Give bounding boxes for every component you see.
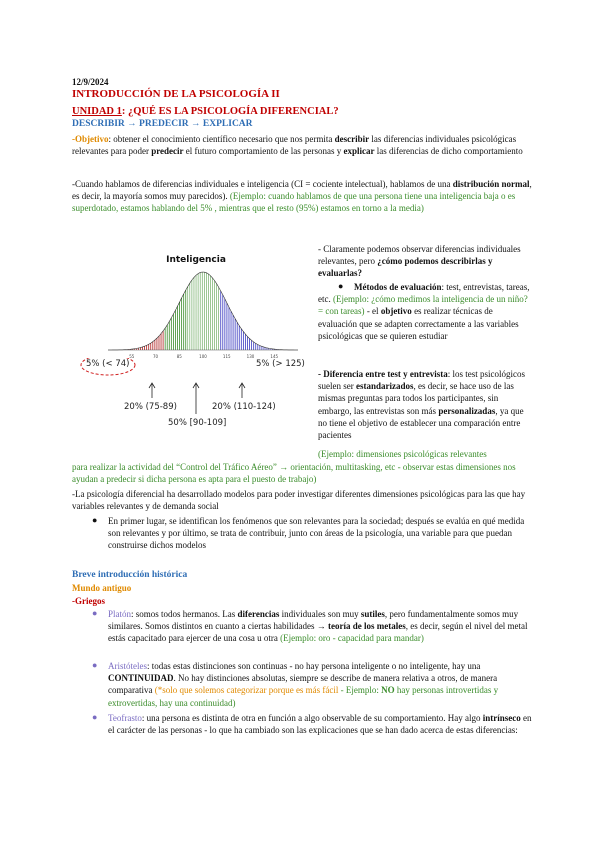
platon-text: : somos todos hermanos. Las	[131, 609, 238, 619]
methods-bold: Métodos de evaluación	[354, 282, 442, 292]
aristoteles-text: . No hay distinciones absolutas, siempre se describe de manera relativa a otros, de manera comparativa	[108, 673, 498, 696]
unit-heading	[72, 106, 339, 117]
objective-paragraph	[72, 133, 530, 157]
chart-svg	[78, 250, 308, 360]
platon-text: , pero fundamentalmente somos muy similares. Somos distintos en cuanto a ciertas habilidades →	[108, 609, 519, 632]
teofrasto-paragraph	[108, 712, 532, 736]
methods-example: (Ejemplo: ¿cómo medimos la inteligencia de un niño? = con tareas)	[318, 294, 528, 317]
platon-bold: teoría de los metales	[327, 621, 406, 632]
aristoteles-paragraph	[108, 660, 532, 709]
traffic-example: para realizar la actividad del “Control del Tráfico Aéreo” → orientación, multitasking, etc - observar estas dimensiones nos ayudan a predecir si dicha persona es apta para el puesto de trabajo)	[72, 462, 516, 485]
objective-bold: describir	[334, 134, 370, 144]
platon-bold: sutiles	[360, 609, 385, 619]
methods-bold: objetivo	[380, 306, 412, 317]
tvi-text: , ya que no tiene el objetivo de establecer una comparación entre pacientes	[318, 405, 524, 441]
intelligence-chart	[78, 250, 308, 460]
document-title: INTRODUCCIÓN DE LA PSICOLOGÍA II	[72, 88, 280, 100]
intel-bold: distribución normal	[452, 179, 530, 189]
methods-text: - el	[364, 306, 381, 317]
evaluation-text: - Claramente podemos observar diferencias individuales relevantes, pero	[318, 244, 521, 267]
intelligence-paragraph	[72, 178, 532, 215]
methods-bullet	[318, 281, 532, 342]
label-50: 50% [90-109]	[168, 418, 227, 428]
world-heading: Mundo antiguo	[72, 583, 132, 593]
platon-text: , es decir, según el nivel del metal estás capacitado para ejercer de una cosa u otra	[108, 621, 528, 644]
tvi-text: : los test psicológicos suelen ser	[318, 369, 525, 392]
objective-text: el futuro comportamiento de las personas y	[183, 146, 344, 157]
x-tick-label: 115	[222, 354, 231, 359]
objective-bold: explicar	[343, 146, 375, 157]
bullet: ●	[92, 712, 98, 722]
bullet: ●	[92, 660, 98, 670]
tvi-bold: - Diferencia entre test y entrevista	[318, 369, 448, 379]
platon-paragraph	[108, 608, 532, 645]
evaluation-question	[318, 243, 530, 280]
chart-title: Inteligencia	[166, 255, 226, 265]
intel-example: (Ejemplo: cuando hablamos de que una persona tiene una inteligencia baja o es superdotado, estamos hablando del 5% , mientras que el resto (95%) estamos en torno a la media)	[72, 191, 516, 214]
bullet: ●	[92, 608, 98, 618]
intel-text: , es decir, la mayoría somos muy parecidos).	[72, 179, 532, 202]
aristoteles-example-bold: NO	[381, 685, 395, 696]
bullet: ●	[338, 281, 344, 291]
teofrasto-name: Teofrasto	[108, 713, 142, 723]
label-20-high: 20% (110-124)	[212, 402, 276, 412]
unit-question: : ¿QUÉ ES LA PSICOLOGÍA DIFERENCIAL?	[121, 106, 339, 117]
aristoteles-text: : todas estas distinciones son continuas - no hay persona inteligente o no inteligente, hay una	[147, 661, 481, 671]
aristoteles-bold: CONTINUIDAD	[108, 673, 174, 684]
methods-text: : test, entrevistas, tareas, etc.	[318, 282, 530, 305]
greeks-heading: -Griegos	[72, 596, 105, 606]
platon-name: Platón	[108, 609, 132, 619]
tvi-example: (Ejemplo: dimensiones psicológicas relevantes	[318, 449, 487, 459]
methods-text: es realizar técnicas de evaluación que se adapten correctamente a las variables psicológicas que se quieren estudiar	[318, 306, 519, 341]
objective-text: las diferencias de dicho comportamiento	[374, 146, 523, 157]
test-vs-interview	[318, 368, 532, 441]
date: 12/9/2024	[72, 77, 109, 87]
teofrasto-text: en el carácter de las personas - lo que ha cambiado son las explicaciones que se han dado acerca de estas diferencias:	[108, 713, 532, 736]
models-bullet: En primer lugar, se identifican los fenómenos que son relevantes para la sociedad; después se evalúa en qué medida son relevantes y por último, se trata de contribuir, junto con áreas de la psicología, una variable para que puedan construirse dichos modelos	[108, 516, 525, 551]
label-high-5: 5% (> 125)	[256, 359, 305, 369]
x-tick-label: 130	[246, 354, 255, 359]
x-tick-label: 145	[270, 354, 279, 359]
x-tick-label: 55	[129, 354, 135, 359]
label-low-5: 5% (< 74)	[86, 359, 130, 369]
platon-bold: diferencias	[237, 609, 280, 619]
x-tick-label: 100	[199, 354, 207, 359]
aristoteles-note: (*solo que solemos categorizar porque es más fácil	[154, 685, 339, 696]
platon-example: (Ejemplo: oro - capacidad para mandar)	[280, 633, 424, 644]
label-20-low: 20% (75-89)	[124, 402, 177, 412]
objective-text: : obtener el conocimiento científico necesario que nos permita	[108, 134, 335, 144]
models-paragraph: -La psicología diferencial ha desarrollado modelos para poder investigar diferentes dimensiones psicológicas para las que hay variables relevantes y de demanda social	[72, 489, 526, 512]
bell-curve	[108, 272, 298, 350]
tvi-text: , es decir, se hace uso de las mismas preguntas para todos los participantes, sin embargo, las entrevistas son más	[318, 381, 514, 416]
intel-text: -Cuando hablamos de diferencias individuales e inteligencia (CI = cociente intelectual), hablamos de una	[72, 179, 453, 189]
history-heading: Breve introducción histórica	[72, 570, 188, 580]
bullet: ●	[92, 515, 98, 525]
tvi-bold: personalizadas	[438, 405, 496, 416]
objective-bold: predecir	[151, 146, 184, 157]
objective-label: -Objetivo	[72, 134, 109, 144]
unit-subtitle: DESCRIBIR → PREDECIR → EXPLICAR	[72, 119, 253, 129]
chart-bars	[108, 272, 298, 350]
teofrasto-text: : una persona es distinta de otra en función a algo observable de su comportamiento. Hay algo	[141, 713, 483, 723]
unit-label: UNIDAD 1	[72, 106, 122, 117]
aristoteles-name: Aristóteles	[108, 661, 147, 671]
aristoteles-example: hay personas introvertidas y extrovertidas, hay una continuidad)	[108, 685, 499, 708]
evaluation-bold: ¿cómo podemos describirlas y evaluarlas?	[318, 256, 493, 279]
platon-text: individuales son muy	[279, 609, 361, 619]
aristoteles-example: - Ejemplo:	[338, 685, 382, 696]
objective-text: las diferencias individuales psicológicas relevantes para poder	[72, 134, 517, 157]
x-tick-label: 85	[176, 354, 182, 359]
tvi-bold: estandarizados	[356, 381, 414, 392]
teofrasto-bold: intrínseco	[482, 713, 521, 723]
x-tick-label: 70	[152, 354, 159, 359]
